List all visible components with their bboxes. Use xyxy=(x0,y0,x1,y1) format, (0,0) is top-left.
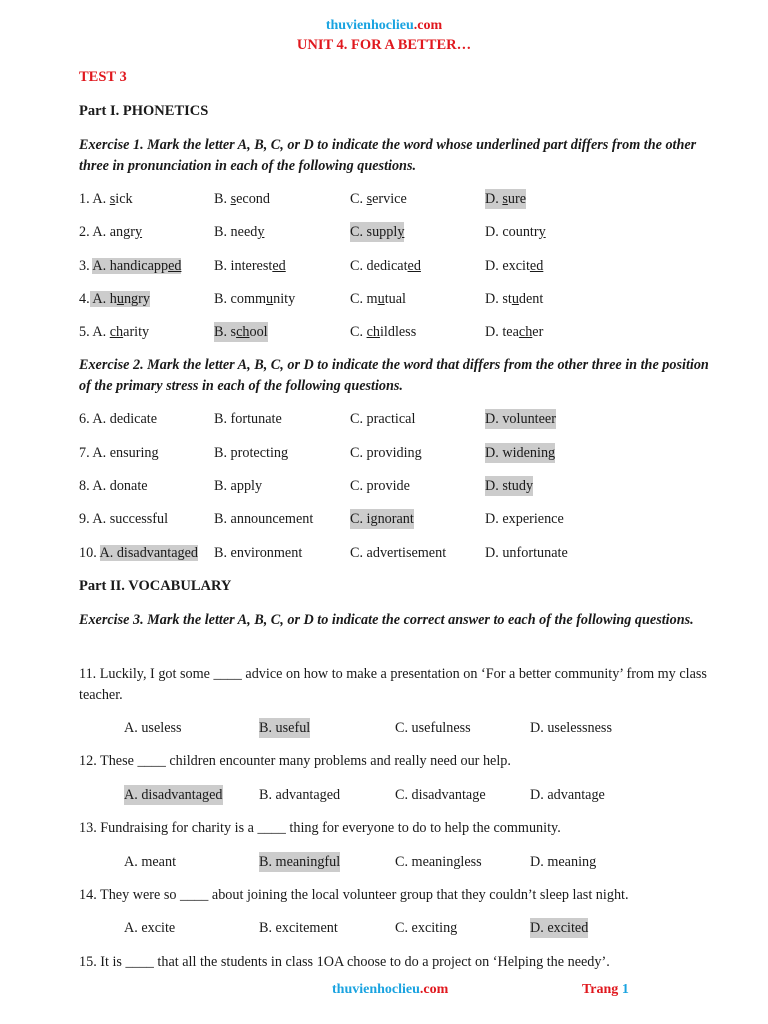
question-11-stem: 11. Luckily, I got some ____ advice on how to make a presentation on ‘For a better community’ from my class teacher. xyxy=(79,666,707,703)
q3-option-b: B. interested xyxy=(214,258,286,274)
question-2 xyxy=(79,222,739,242)
question-14-options xyxy=(124,918,724,938)
q6-option-b: B. fortunate xyxy=(214,411,282,427)
q4-option-c: C. mutual xyxy=(350,291,406,307)
q5-option-b-answer: B. school xyxy=(214,324,268,340)
q12-option-c: C. disadvantage xyxy=(395,787,486,803)
q9-option-c-answer: C. ignorant xyxy=(350,511,414,527)
q8-option-a: 8. A. donate xyxy=(79,478,148,494)
q7-option-d-answer: D. widening xyxy=(485,445,556,461)
q3-option-a: 3. A. handicapped xyxy=(79,258,182,274)
page-number: Trang 1 xyxy=(582,982,629,997)
exercise2-instruction: Exercise 2. Mark the letter A, B, C, or D to indicate the word that differs from the other three in the position of the primary stress in each of the following questions. xyxy=(79,357,709,394)
q3-option-c: C. dedicated xyxy=(350,258,421,274)
q14-option-d-answer: D. excited xyxy=(530,920,589,936)
question-4 xyxy=(79,289,739,309)
q2-option-d: D. country xyxy=(485,224,546,240)
q14-option-b: B. excitement xyxy=(259,920,338,936)
q9-option-b: B. announcement xyxy=(214,511,314,527)
q3-option-d: D. excited xyxy=(485,258,544,274)
unit-title: UNIT 4. FOR A BETTER… xyxy=(296,37,472,53)
question-15-stem: 15. It is ____ that all the students in class 1OA choose to do a project on ‘Helping the needy’. xyxy=(79,954,610,970)
q4-option-b: B. community xyxy=(214,291,296,307)
q13-option-a: A. meant xyxy=(124,854,177,870)
footer-site: thuvienhoclieu.com xyxy=(332,982,449,997)
question-12-stem: 12. These ____ children encounter many problems and really need our help. xyxy=(79,753,511,769)
part1-title: Part I. PHONETICS xyxy=(79,103,209,119)
q7-option-b: B. protecting xyxy=(214,445,289,461)
question-14-stem: 14. They were so ____ about joining the local volunteer group that they couldn’t sleep last night. xyxy=(79,887,629,903)
q12-option-a-answer: A. disadvantaged xyxy=(124,787,223,803)
q1-option-a: 1. A. sick xyxy=(79,191,133,207)
q13-option-d: D. meaning xyxy=(530,854,597,870)
page-footer xyxy=(0,982,768,1002)
question-13-stem: 13. Fundraising for charity is a ____ thing for everyone to do to help the community. xyxy=(79,820,561,836)
q10-option-b: B. environment xyxy=(214,545,303,561)
q13-option-b-answer: B. meaningful xyxy=(259,854,341,870)
q8-option-b: B. apply xyxy=(214,478,263,494)
q6-option-a: 6. A. dedicate xyxy=(79,411,158,427)
question-5 xyxy=(79,322,739,342)
question-10 xyxy=(79,543,739,563)
q5-option-d: D. teacher xyxy=(485,324,544,340)
q2-option-b: B. needy xyxy=(214,224,265,240)
site-name: thuvienhoclieu xyxy=(325,18,414,33)
q14-option-a: A. excite xyxy=(124,920,176,936)
test-title: TEST 3 xyxy=(79,69,127,85)
q4-option-d: D. student xyxy=(485,291,544,307)
q6-option-c: C. practical xyxy=(350,411,416,427)
question-3 xyxy=(79,256,739,276)
q9-option-a: 9. A. successful xyxy=(79,511,169,527)
q6-option-d-answer: D. volunteer xyxy=(485,411,556,427)
q8-option-d-answer: D. study xyxy=(485,478,534,494)
q2-option-c-answer: C. supply xyxy=(350,224,405,240)
q10-option-d: D. unfortunate xyxy=(485,545,568,561)
q11-option-b-answer: B. useful xyxy=(259,720,311,736)
q11-option-c: C. usefulness xyxy=(395,720,471,736)
question-7 xyxy=(79,443,739,463)
question-6 xyxy=(79,409,739,429)
q12-option-b: B. advantaged xyxy=(259,787,341,803)
question-1 xyxy=(79,189,739,209)
q5-option-a: 5. A. charity xyxy=(79,324,150,340)
site-header xyxy=(0,18,768,34)
question-13-options xyxy=(124,852,724,872)
question-9 xyxy=(79,509,739,529)
q1-option-c: C. service xyxy=(350,191,407,207)
question-8 xyxy=(79,476,739,496)
q13-option-c: C. meaningless xyxy=(395,854,482,870)
q10-option-c: C. advertisement xyxy=(350,545,447,561)
q2-option-a: 2. A. angry xyxy=(79,224,143,240)
q5-option-c: C. childless xyxy=(350,324,417,340)
exercise1-instruction: Exercise 1. Mark the letter A, B, C, or D to indicate the word whose underlined part differs from the other three in pronunciation in each of the following questions. xyxy=(79,137,697,174)
part2-title: Part II. VOCABULARY xyxy=(79,578,232,594)
q11-option-a: A. useless xyxy=(124,720,182,736)
q1-option-d-answer: D. sure xyxy=(485,191,526,207)
q14-option-c: C. exciting xyxy=(395,920,458,936)
q7-option-c: C. providing xyxy=(350,445,422,461)
question-11-options xyxy=(124,718,724,738)
q11-option-d: D. uselessness xyxy=(530,720,612,736)
q8-option-c: C. provide xyxy=(350,478,410,494)
q4-option-a: 4. A. hungry xyxy=(79,291,150,307)
q9-option-d: D. experience xyxy=(485,511,564,527)
q10-option-a: 10. A. disadvantaged xyxy=(79,545,198,561)
q7-option-a: 7. A. ensuring xyxy=(79,445,159,461)
q1-option-b: B. second xyxy=(214,191,270,207)
site-domain: .com xyxy=(413,18,443,33)
exercise3-instruction: Exercise 3. Mark the letter A, B, C, or D to indicate the correct answer to each of the following questions. xyxy=(79,612,694,628)
question-12-options xyxy=(124,785,724,805)
q12-option-d: D. advantage xyxy=(530,787,605,803)
